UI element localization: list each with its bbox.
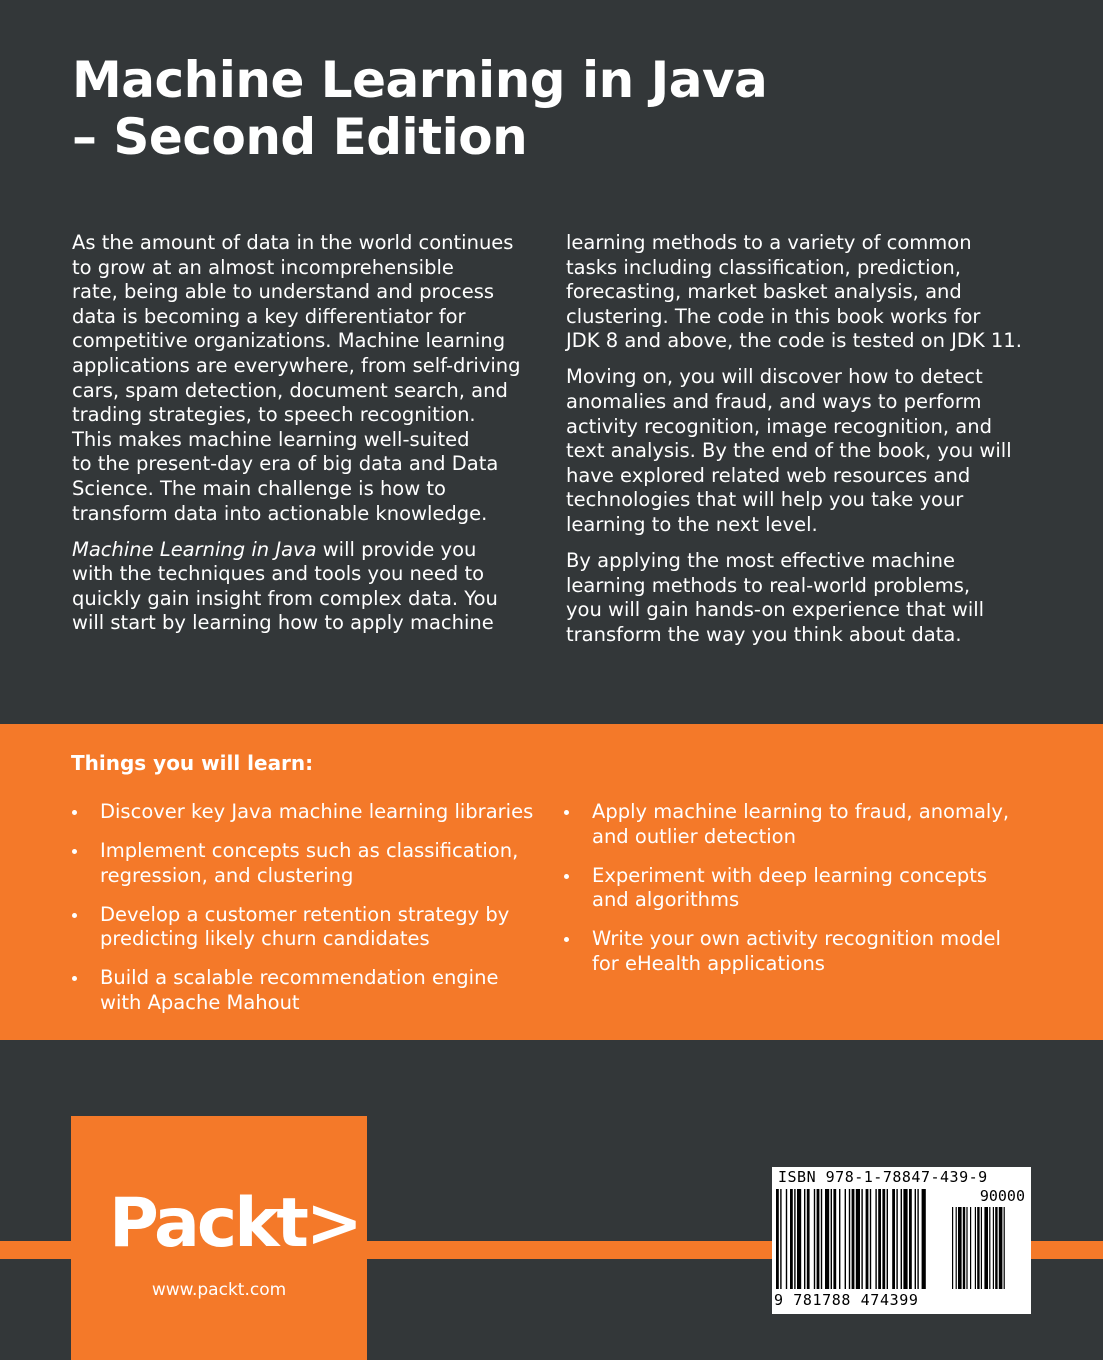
text-line: data is becoming a key differentiator for <box>72 304 466 328</box>
book-title <box>72 52 972 166</box>
learn-item <box>72 966 552 1015</box>
description-paragraph-2-line <box>72 538 542 563</box>
barcode-bar <box>984 1207 988 1289</box>
bullet-icon <box>72 810 77 815</box>
barcode-bar <box>845 1189 846 1289</box>
barcode <box>772 1167 1031 1314</box>
barcode-bar <box>821 1189 822 1289</box>
learn-item-line: with Apache Mahout <box>100 991 300 1015</box>
barcode-bar <box>831 1189 832 1289</box>
barcode-bar <box>870 1189 871 1289</box>
learn-item-line: and outlier detection <box>592 824 796 848</box>
barcode-bar <box>981 1207 982 1289</box>
text-line: you will gain hands-on experience that will <box>566 598 985 622</box>
barcode-bar <box>977 1207 979 1289</box>
ean-number: 9 781788 474399 <box>774 1291 919 1309</box>
description-paragraph-1 <box>72 231 542 526</box>
barcode-bar <box>856 1189 860 1289</box>
text-line: applications are everywhere, from self-driving <box>72 353 521 377</box>
barcode-bar <box>882 1189 885 1289</box>
barcode-bar <box>989 1207 990 1289</box>
text-line: quickly gain insight from complex data. You <box>72 586 498 610</box>
bullet-icon <box>564 937 569 942</box>
learn-item-line: Experiment with deep learning concepts <box>592 863 988 887</box>
text-line: Science. The main challenge is how to <box>72 476 446 500</box>
text-line: trading strategies, to speech recognition. <box>72 403 476 427</box>
packt-logo <box>109 1180 360 1270</box>
learn-item <box>72 839 552 888</box>
barcode-bar <box>922 1189 926 1289</box>
barcode-bar <box>892 1189 895 1289</box>
barcode-bar <box>952 1207 953 1289</box>
text-line: with the techniques and tools you need to <box>72 562 485 586</box>
description-paragraph-5 <box>566 549 1036 647</box>
learn-heading: Things you will learn: <box>71 751 314 775</box>
barcode-bar <box>958 1207 962 1289</box>
learn-item-line: and algorithms <box>592 888 740 912</box>
bullet-icon <box>72 976 77 981</box>
text-line: learning methods to a variety of common <box>566 231 972 254</box>
learn-item-line: Develop a customer retention strategy by <box>100 902 510 926</box>
publisher-logo-box <box>71 1116 367 1360</box>
barcode-bar <box>790 1189 793 1289</box>
book-title-reference: Machine Learning in Java <box>72 537 317 561</box>
text-line: activity recognition, image recognition, and <box>566 414 992 438</box>
text-line: technologies that will help you take your <box>566 488 964 512</box>
learn-item-line: Apply machine learning to fraud, anomaly, <box>592 800 1010 823</box>
text-line: will start by learning how to apply machine <box>72 611 494 635</box>
packt-logo-text: Packt> <box>109 1184 360 1263</box>
barcode-bar <box>887 1189 888 1289</box>
text-line: have explored related web resources and <box>566 463 971 487</box>
barcode-bar <box>861 1189 862 1289</box>
learn-item <box>564 927 1044 976</box>
barcode-bar <box>956 1207 957 1289</box>
text-line: This makes machine learning well-suited <box>72 427 470 451</box>
learn-item-line: predicting likely churn candidates <box>100 927 430 951</box>
barcode-bar <box>814 1189 815 1289</box>
text-line: competitive organizations. Machine learning <box>72 329 506 353</box>
barcode-bar <box>776 1189 779 1289</box>
description-left-column <box>72 231 542 648</box>
barcode-bar <box>995 1207 997 1289</box>
description-text: will provide you <box>316 537 477 561</box>
barcode-bar <box>903 1189 907 1289</box>
barcode-bar <box>817 1189 820 1289</box>
text-line: clustering. The code in this book works for <box>566 304 981 328</box>
text-line: Moving on, you will discover how to detect <box>566 365 983 389</box>
barcode-bar <box>852 1189 855 1289</box>
barcode-bar <box>833 1189 836 1289</box>
bullet-icon <box>564 810 569 815</box>
learn-item <box>72 903 552 952</box>
learn-item-line: regression, and clustering <box>100 863 354 887</box>
learn-item-line: Implement concepts such as classification, <box>100 839 519 863</box>
barcode-bar <box>896 1189 897 1289</box>
learn-item-line: Write your own activity recognition model <box>592 927 1001 951</box>
barcode-bar <box>825 1189 829 1289</box>
barcode-bar <box>849 1189 850 1289</box>
description-paragraph-3 <box>566 231 1036 354</box>
description-paragraph-2 <box>72 538 542 636</box>
bullet-icon <box>564 874 569 879</box>
barcode-bar <box>915 1189 916 1289</box>
barcode-bar <box>780 1189 781 1289</box>
description-paragraph-4 <box>566 365 1036 537</box>
text-line: tasks including classification, prediction, <box>566 255 961 279</box>
book-title-line-1: Machine Learning in Java <box>72 51 768 109</box>
barcode-bar <box>804 1189 805 1289</box>
text-line: JDK 8 and above, the code is tested on JDK 11. <box>566 329 1022 353</box>
barcode-bar <box>909 1189 912 1289</box>
learn-list-right <box>564 800 1044 991</box>
barcode-bar <box>794 1189 795 1289</box>
text-line: to the present-day era of big data and Data <box>72 452 499 476</box>
publisher-url: www.packt.com <box>151 1280 287 1300</box>
price-code: 90000 <box>979 1187 1025 1205</box>
barcode-bar <box>1004 1207 1005 1289</box>
learn-item-line: Build a scalable recommendation engine <box>100 966 499 990</box>
barcode-bar <box>878 1189 881 1289</box>
text-line: transform the way you think about data. <box>566 622 962 646</box>
barcode-bar <box>839 1189 840 1289</box>
text-line: learning to the next level. <box>566 513 818 537</box>
text-line: transform data into actionable knowledge. <box>72 501 488 525</box>
text-line: text analysis. By the end of the book, you will <box>566 439 1012 463</box>
learn-item-line: Discover key Java machine learning libraries <box>100 800 534 823</box>
barcode-bar <box>963 1207 965 1289</box>
barcode-bar <box>807 1189 810 1289</box>
text-line: cars, spam detection, document search, and <box>72 378 508 402</box>
barcode-bar <box>993 1207 994 1289</box>
text-line: anomalies and fraud, and ways to perform <box>566 390 982 414</box>
text-line: to grow at an almost incomprehensible <box>72 255 454 279</box>
learn-item <box>72 800 552 825</box>
barcode-bar <box>797 1189 801 1289</box>
text-line: learning methods to real-world problems, <box>566 573 971 597</box>
barcode-bar <box>786 1189 787 1289</box>
text-line: rate, being able to understand and process <box>72 280 495 304</box>
bullet-icon <box>72 849 77 854</box>
barcode-bar <box>999 1207 1003 1289</box>
barcode-bar <box>966 1207 967 1289</box>
barcode-bar <box>875 1189 876 1289</box>
learn-list-left <box>72 800 552 1030</box>
bullet-icon <box>72 913 77 918</box>
learn-item-line: for eHealth applications <box>592 951 825 975</box>
barcode-bar <box>901 1189 902 1289</box>
learn-item <box>564 864 1044 913</box>
barcode-bar <box>866 1189 869 1289</box>
text-line: As the amount of data in the world continues <box>72 231 514 254</box>
learn-item <box>564 800 1044 849</box>
isbn-text: ISBN 978-1-78847-439-9 <box>778 1168 988 1186</box>
text-line: By applying the most effective machine <box>566 549 956 573</box>
book-title-line-2: – Second Edition <box>72 108 528 166</box>
barcode-bar <box>970 1207 971 1289</box>
barcode-bar <box>975 1207 976 1289</box>
barcode-bar <box>917 1189 918 1289</box>
description-right-column <box>566 231 1036 659</box>
text-line: forecasting, market basket analysis, and <box>566 280 962 304</box>
